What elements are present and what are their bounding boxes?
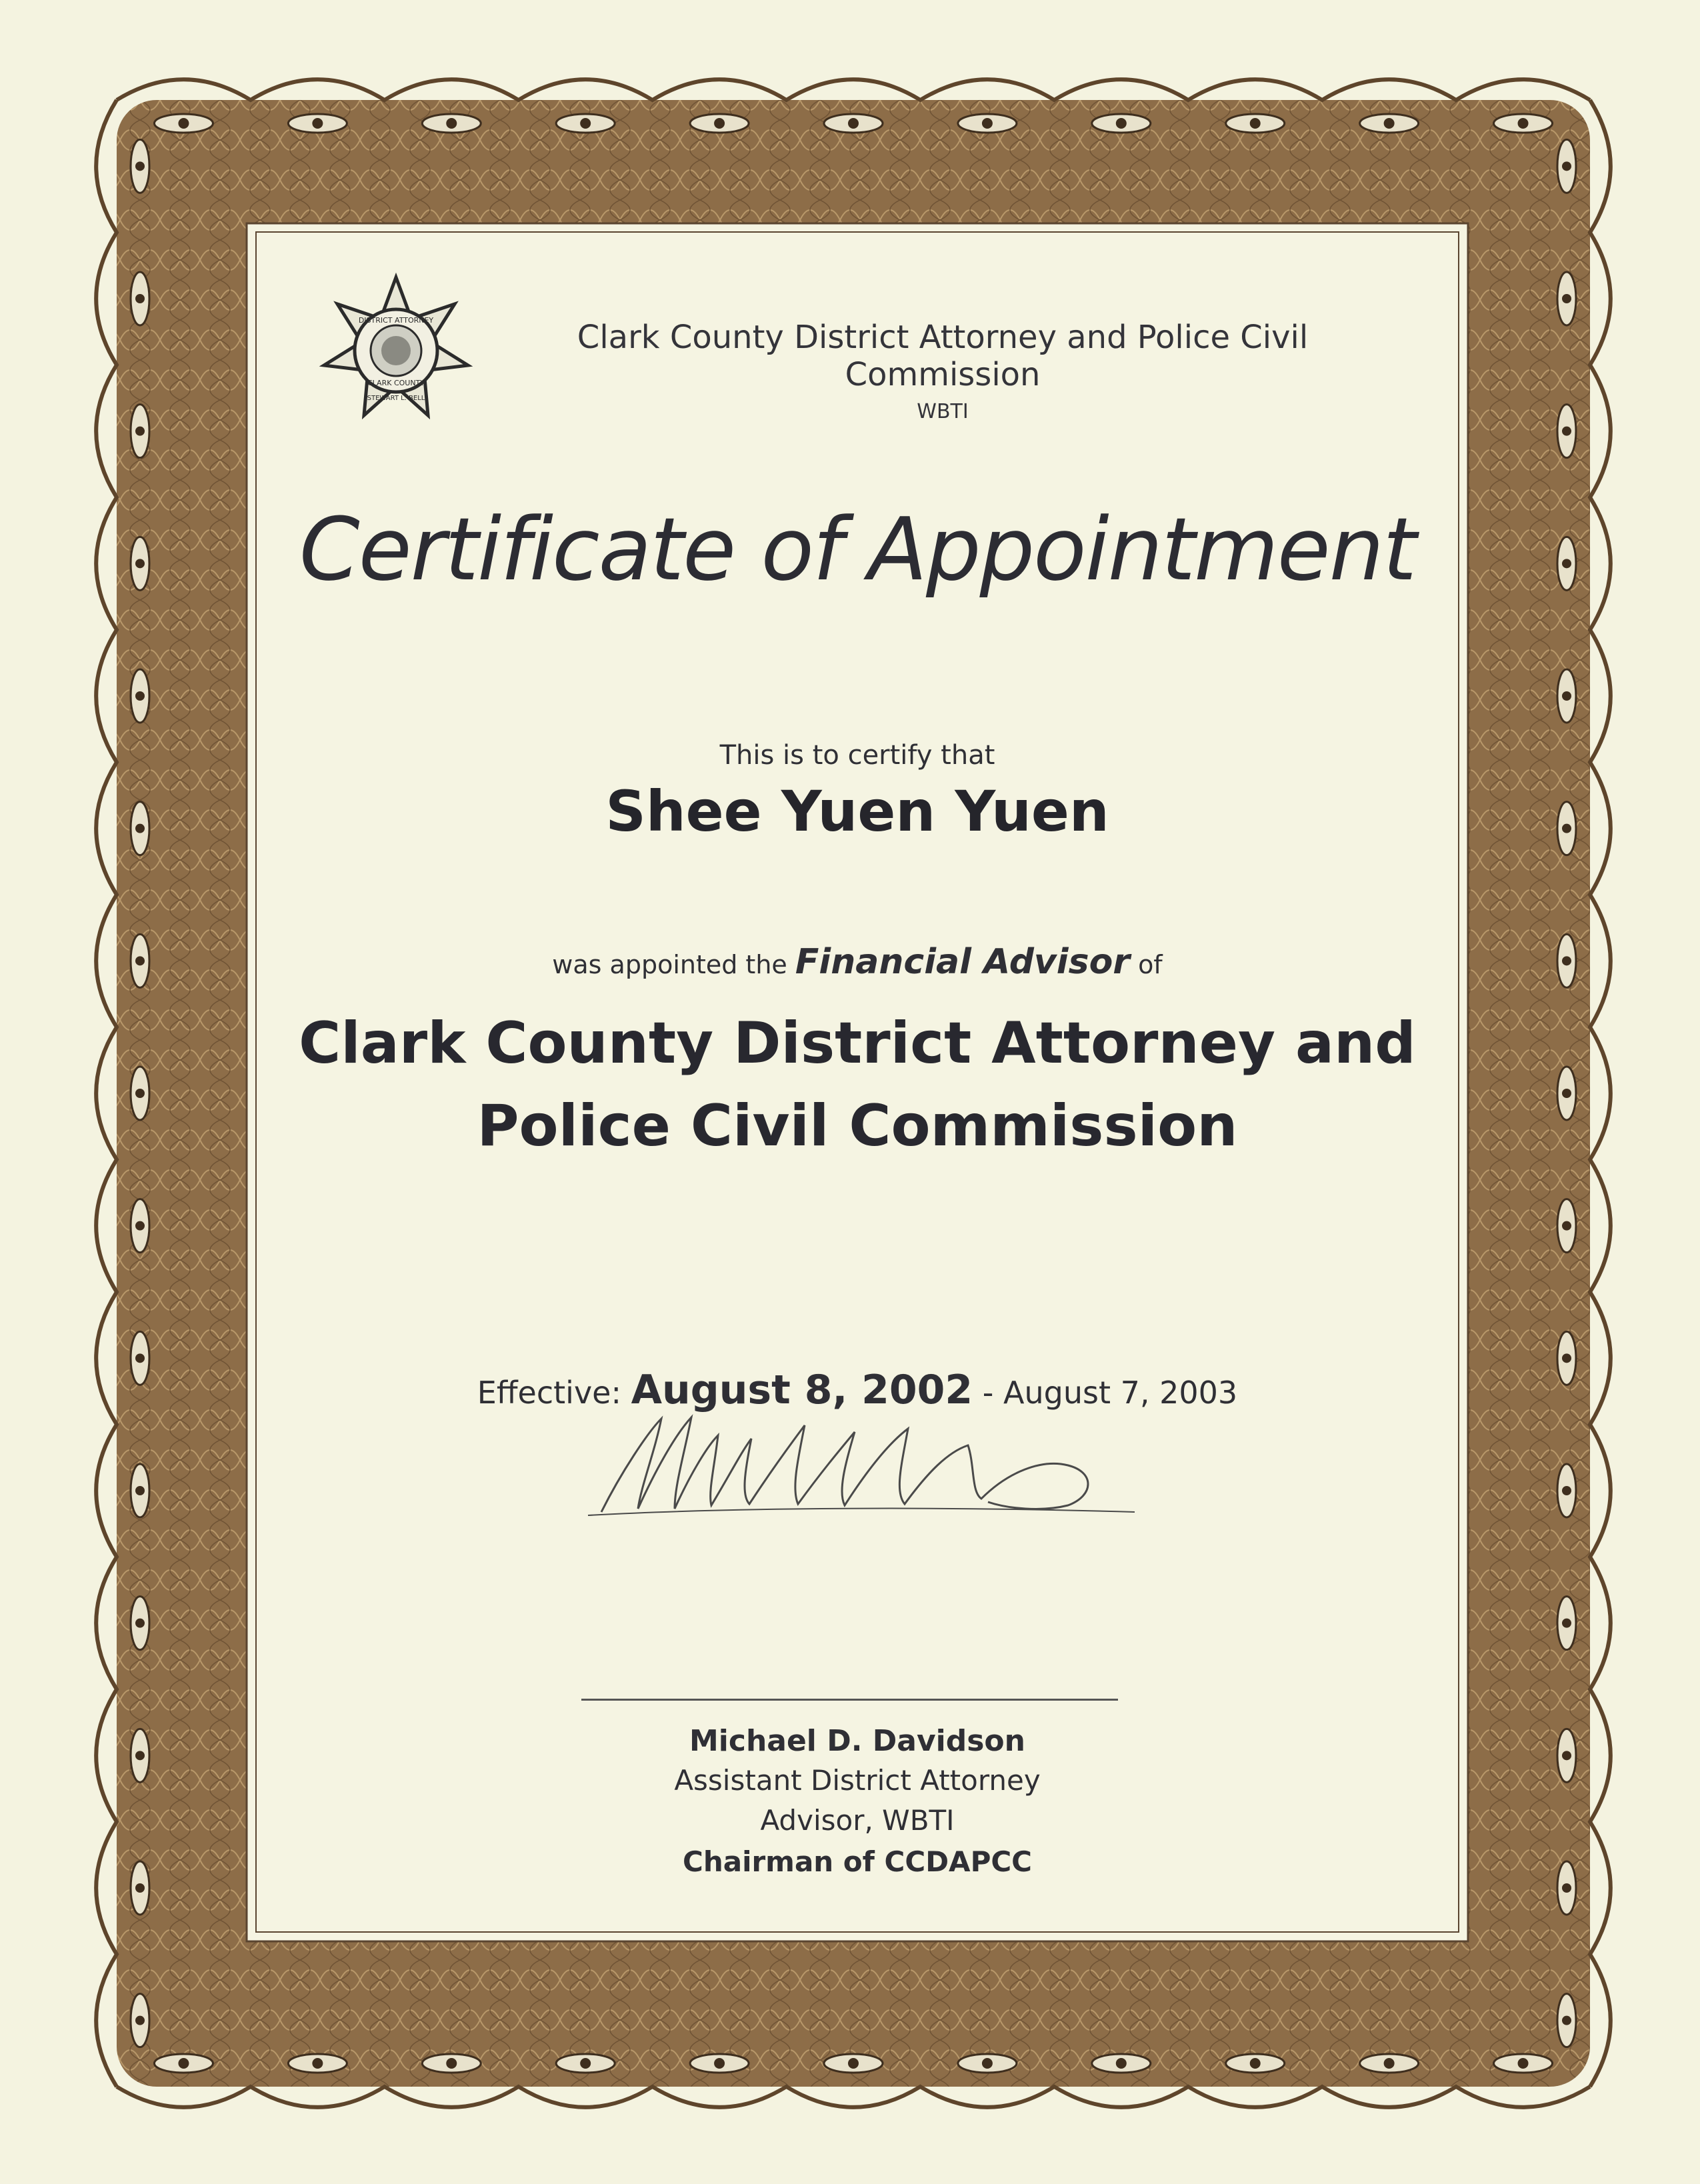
effective-end-date: August 7, 2003 bbox=[1003, 1375, 1238, 1411]
appointed-prefix: was appointed the bbox=[552, 950, 787, 979]
badge-text-top: DISTRICT ATTORNEY bbox=[358, 316, 434, 325]
signatory-title-2: Advisor, WBTI bbox=[760, 1804, 955, 1837]
certificate-panel bbox=[263, 239, 1452, 1925]
signatory-name: Michael D. Davidson bbox=[689, 1724, 1025, 1758]
effective-separator: - bbox=[982, 1375, 994, 1411]
org-name: Clark County District Attorney and Police Civil Commission bbox=[577, 319, 1309, 393]
effective-label: Effective: bbox=[477, 1375, 621, 1411]
certify-line: This is to certify that bbox=[719, 740, 995, 771]
signatory-title-1: Assistant District Attorney bbox=[674, 1764, 1041, 1797]
organization-name bbox=[263, 1002, 1452, 1167]
appointment-line bbox=[263, 942, 1452, 982]
signature-line bbox=[581, 1699, 1118, 1701]
badge-text-mid: CLARK COUNTY bbox=[367, 379, 425, 387]
org-header bbox=[509, 319, 1376, 423]
district-attorney-badge-icon bbox=[316, 272, 476, 432]
handwritten-signature bbox=[575, 1372, 1148, 1525]
role-title: Financial Advisor bbox=[795, 942, 1130, 982]
recipient-name: Shee Yuen Yuen bbox=[605, 779, 1109, 844]
organization-line-1: Clark County District Attorney and bbox=[299, 1010, 1416, 1077]
badge-text-bottom: STEWART L. BELL bbox=[367, 395, 425, 402]
org-abbrev: WBTI bbox=[917, 400, 969, 423]
organization-line-2: Police Civil Commission bbox=[477, 1093, 1238, 1159]
signatory-title-3: Chairman of CCDAPCC bbox=[683, 1845, 1032, 1878]
effective-start-date: August 8, 2002 bbox=[631, 1367, 973, 1413]
appointed-suffix: of bbox=[1138, 950, 1163, 979]
certificate-title: Certificate of Appointment bbox=[299, 499, 1416, 600]
